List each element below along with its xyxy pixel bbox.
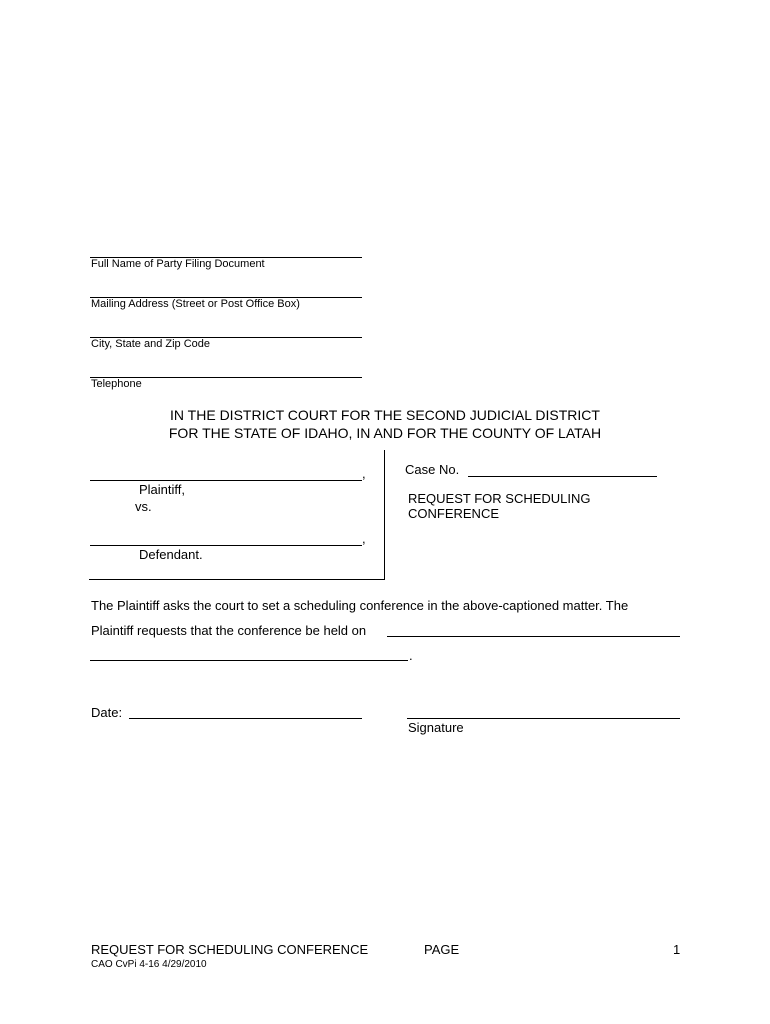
conference-date-line[interactable] — [387, 636, 680, 637]
document-title-line2: CONFERENCE — [408, 506, 500, 521]
defendant-comma: , — [362, 531, 366, 546]
signature-label: Signature — [408, 720, 464, 735]
caption-divider — [384, 450, 385, 580]
footer-form-code: CAO CvPi 4-16 4/29/2010 — [91, 959, 207, 970]
conference-date-line-continued[interactable] — [90, 660, 408, 661]
date-line[interactable] — [129, 718, 362, 719]
footer-page-number: 1 — [673, 942, 681, 957]
case-no-label: Case No. — [405, 462, 460, 477]
plaintiff-label: Plaintiff, — [139, 482, 186, 497]
name-label: Full Name of Party Filing Document — [91, 258, 265, 270]
plaintiff-name-line[interactable] — [90, 480, 362, 481]
defendant-label: Defendant. — [139, 547, 203, 562]
court-heading-line1: IN THE DISTRICT COURT FOR THE SECOND JUDICIAL DISTRICT — [170, 407, 600, 423]
court-heading-line2: FOR THE STATE OF IDAHO, IN AND FOR THE COUNTY OF LATAH — [168, 425, 602, 441]
footer-page-label: PAGE — [424, 942, 460, 957]
body-text-line2: Plaintiff requests that the conference be held on — [91, 623, 367, 638]
document-title-line1: REQUEST FOR SCHEDULING — [408, 491, 591, 506]
signature-line[interactable] — [407, 718, 680, 719]
defendant-name-line[interactable] — [90, 545, 362, 546]
footer-title: REQUEST FOR SCHEDULING CONFERENCE — [91, 942, 369, 957]
address-label: Mailing Address (Street or Post Office Box) — [91, 298, 300, 310]
vs-label: vs. — [135, 499, 152, 514]
date-label: Date: — [91, 705, 123, 720]
city-label: City, State and Zip Code — [91, 338, 211, 350]
body-text-line1: The Plaintiff asks the court to set a scheduling conference in the above-captioned matter. The — [91, 598, 629, 613]
phone-label: Telephone — [91, 378, 142, 390]
case-no-line[interactable] — [468, 476, 657, 477]
plaintiff-comma: , — [362, 466, 366, 481]
caption-bottom-border — [89, 579, 385, 580]
body-period: . — [409, 648, 413, 663]
